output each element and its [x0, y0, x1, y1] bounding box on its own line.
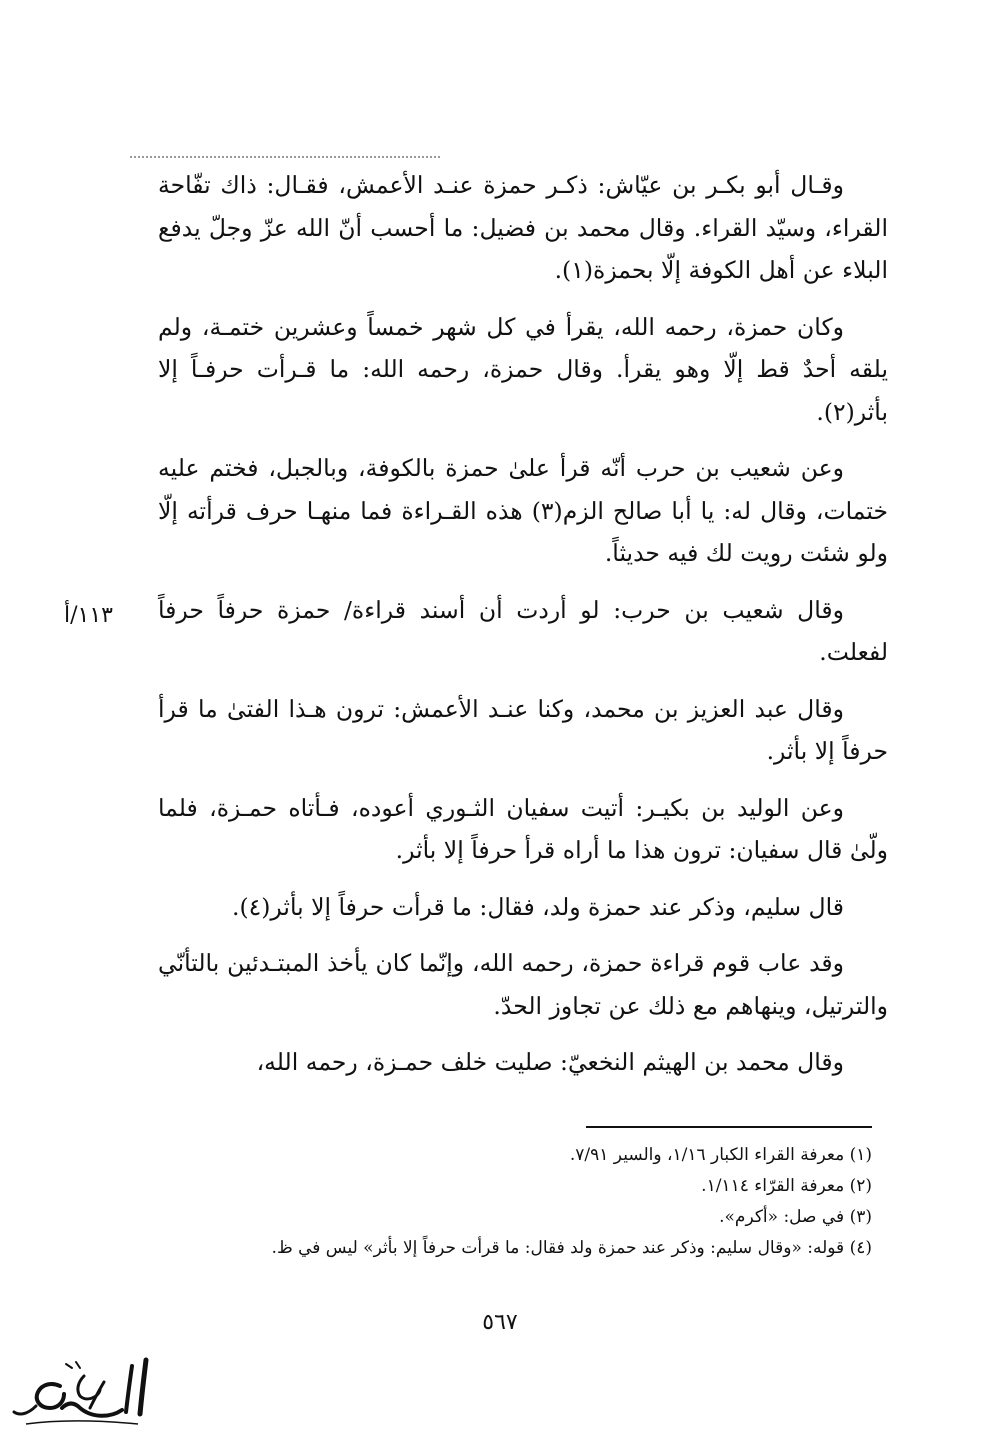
paragraph-3: وعن شعيب بن حرب أنّه قرأ علىٰ حمزة بالكوفة، وبالجبل، فختم عليه ختمات، وقال له: يا أبا صالح الزم(٣) هذه القـراءة فما منهـا حرف قرأته إلّا ولو شئت رويت لك فيه حديثاً. — [158, 454, 888, 567]
publisher-calligraphy-logo — [6, 1352, 156, 1432]
paragraph-5: وقال عبد العزيز بن محمد، وكنا عنـد الأعمش: ترون هـذا الفتىٰ ما قرأ حرفاً إلا بأثر. — [158, 694, 888, 765]
footnote-separator — [586, 1126, 872, 1128]
paragraph-6: وعن الوليد بن بكيـر: أتيت سفيان الثـوري أعوده، فـأتاه حمـزة، فلما ولّىٰ قال سفيان: ترون هذا ما أراه قرأ حرفاً إلا بأثر. — [158, 793, 888, 864]
footnote-2: (٢) معرفة القرّاء ١/١١٤. — [701, 1176, 872, 1196]
paragraph-1: وقـال أبو بكـر بن عيّاش: ذكـر حمزة عنـد الأعمش، فقـال: ذاك تفّاحة القراء، وسيّد القراء. وقال محمد بن فضيل: ما أحسب أنّ الله عزّ وجلّ يدفع البلاء عن أهل الكوفة إلّا بحمزة(١). — [158, 171, 888, 284]
manuscript-folio-note: ١١٣/أ — [64, 603, 113, 628]
main-text — [158, 164, 888, 1098]
paragraph-8: وقد عاب قوم قراءة حمزة، رحمه الله، وإنّما كان يأخذ المبتـدئين بالتأنّي والترتيل، وينهاهم مع ذلك عن تجاوز الحدّ. — [158, 949, 888, 1020]
paragraph-9: وقال محمد بن الهيثم النخعيّ: صليت خلف حمـزة، رحمه الله، — [256, 1048, 844, 1076]
page-number: ٥٦٧ — [482, 1310, 518, 1335]
paragraph-2: وكان حمزة، رحمه الله، يقرأ في كل شهر خمساً وعشرين ختمـة، ولم يلقه أحدٌ قط إلّا وهو يقرأ. وقال حمزة، رحمه الله: ما قـرأت حرفـاً إلا بأثر(٢). — [158, 312, 888, 426]
footnotes — [152, 1140, 872, 1264]
paragraph-7: قال سليم، وذكر عند حمزة ولد، فقال: ما قرأت حرفاً إلا بأثر(٤). — [232, 892, 844, 921]
paragraph-4: وقال شعيب بن حرب: لو أردت أن أسند قراءة/ حمزة حرفاً حرفاً لفعلت. — [158, 595, 888, 666]
footnote-3: (٣) في صل: «أكرم». — [719, 1207, 872, 1227]
header-dotted-rule — [130, 156, 440, 158]
footnote-4: (٤) قوله: «وقال سليم: وذكر عند حمزة ولد فقال: ما قرأت حرفاً إلا بأثر» ليس في ظ. — [271, 1238, 872, 1258]
footnote-1: (١) معرفة القراء الكبار ١/١٦، والسير ٧/٩١. — [569, 1145, 872, 1165]
